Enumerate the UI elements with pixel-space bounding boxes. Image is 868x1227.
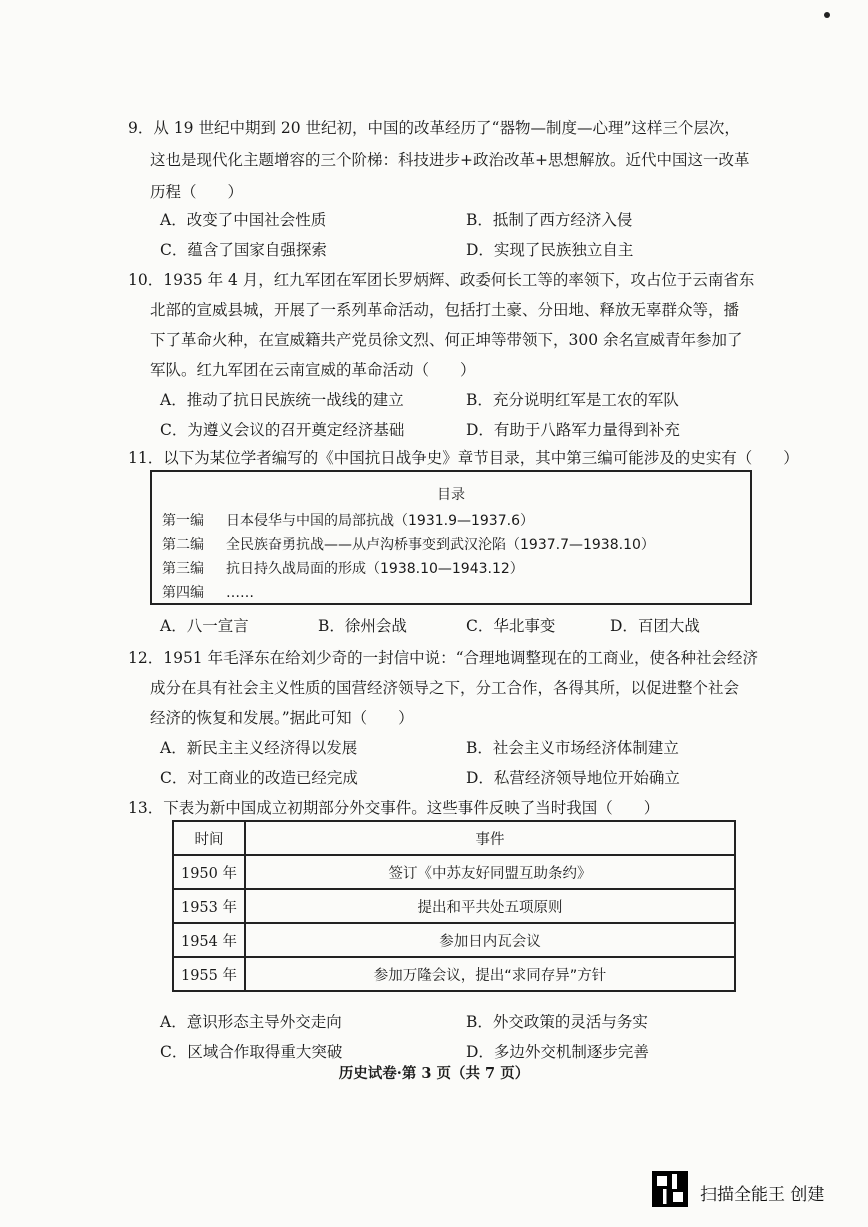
event-text: 提出和平共处五项原则 (245, 889, 735, 923)
scanner-watermark: 扫描全能王 创建 (700, 1185, 825, 1205)
q11-option-b: B．徐州会战 (318, 617, 407, 635)
toc-text: 抗日持久战局面的形成（1938.10—1943.12） (226, 561, 524, 577)
qr-code-icon (652, 1171, 688, 1207)
q11-option-d: D．百团大战 (610, 617, 700, 635)
table-row (173, 957, 735, 991)
q11-option-a: A．八一宣言 (160, 617, 249, 635)
table-row (173, 855, 735, 889)
toc-part: 第三编 (162, 561, 204, 577)
q12-line3: 经济的恢复和发展。”据此可知（ ） (150, 709, 414, 727)
toc-title: 目录 (437, 487, 465, 503)
event-year: 1955 年 (173, 957, 245, 991)
q12-option-b: B．社会主义市场经济体制建立 (466, 739, 679, 757)
q10-option-d: D．有助于八路军力量得到补充 (466, 421, 680, 439)
toc-part: 第四编 (162, 585, 204, 601)
diplomatic-events-table (172, 820, 736, 992)
q9-line1: 9．从 19 世纪中期到 20 世纪初，中国的改革经历了“器物—制度—心理”这样三个层次， (128, 119, 740, 137)
toc-row (162, 582, 254, 602)
q9-option-d: D．实现了民族独立自主 (466, 241, 634, 259)
toc-text: 日本侵华与中国的局部抗战（1931.9—1937.6） (226, 513, 534, 529)
q10-line2: 北部的宣威县城，开展了一系列革命活动，包括打土豪、分田地、释放无辜群众等，播 (150, 301, 740, 319)
q10-option-b: B．充分说明红军是工农的军队 (466, 391, 679, 409)
q10-option-a: A．推动了抗日民族统一战线的建立 (160, 391, 404, 409)
header-event: 事件 (245, 821, 735, 855)
event-year: 1953 年 (173, 889, 245, 923)
q12-option-c: C．对工商业的改造已经完成 (160, 769, 358, 787)
table-header-row (173, 821, 735, 855)
toc-part: 第一编 (162, 513, 204, 529)
toc-part: 第二编 (162, 537, 204, 553)
event-year: 1950 年 (173, 855, 245, 889)
q10-line3: 下了革命火种，在宣威籍共产党员徐文烈、何正坤等带领下，300 余名宣威青年参加了 (150, 331, 743, 349)
toc-row (162, 510, 534, 530)
q13-option-c: C．区域合作取得重大突破 (160, 1043, 343, 1061)
event-text: 参加万隆会议，提出“求同存异”方针 (245, 957, 735, 991)
q9-option-a: A．改变了中国社会性质 (160, 211, 327, 229)
q13-option-b: B．外交政策的灵活与务实 (466, 1013, 648, 1031)
q9-line2: 这也是现代化主题增容的三个阶梯：科技进步+政治改革+思想解放。近代中国这一改革 (150, 151, 750, 169)
q13-option-d: D．多边外交机制逐步完善 (466, 1043, 649, 1061)
q9-option-b: B．抵制了西方经济入侵 (466, 211, 633, 229)
table-row (173, 889, 735, 923)
toc-row (162, 534, 655, 554)
q10-line4: 军队。红九军团在云南宣威的革命活动（ ） (150, 361, 476, 379)
q10-line1: 10．1935 年 4 月，红九军团在军团长罗炳辉、政委何长工等的率领下，攻占位于云南省东 (128, 271, 755, 289)
q11-line1: 11．以下为某位学者编写的《中国抗日战争史》章节目录，其中第三编可能涉及的史实有（ ） (128, 449, 799, 467)
q10-option-c: C．为遵义会议的召开奠定经济基础 (160, 421, 405, 439)
header-time: 时间 (173, 821, 245, 855)
q11-option-c: C．华北事变 (466, 617, 556, 635)
table-row (173, 923, 735, 957)
event-text: 参加日内瓦会议 (245, 923, 735, 957)
q12-option-a: A．新民主主义经济得以发展 (160, 739, 358, 757)
q12-option-d: D．私营经济领导地位开始确立 (466, 769, 680, 787)
q9-option-c: C．蕴含了国家自强探索 (160, 241, 327, 259)
toc-text: …… (226, 585, 254, 601)
event-year: 1954 年 (173, 923, 245, 957)
scan-speck (824, 12, 830, 18)
q12-line2: 成分在具有社会主义性质的国营经济领导之下，分工合作，各得其所，以促进整个社会 (150, 679, 740, 697)
table-of-contents-box (150, 470, 752, 605)
q13-option-a: A．意识形态主导外交走向 (160, 1013, 342, 1031)
toc-row (162, 558, 524, 578)
event-text: 签订《中苏友好同盟互助条约》 (245, 855, 735, 889)
q9-line3: 历程（ ） (150, 183, 244, 201)
page-footer: 历史试卷·第 3 页（共 7 页） (338, 1065, 530, 1082)
toc-text: 全民族奋勇抗战——从卢沟桥事变到武汉沦陷（1937.7—1938.10） (226, 537, 655, 553)
q12-line1: 12．1951 年毛泽东在给刘少奇的一封信中说：“合理地调整现在的工商业，使各种社会经济 (128, 649, 759, 667)
q13-line1: 13．下表为新中国成立初期部分外交事件。这些事件反映了当时我国（ ） (128, 799, 660, 817)
